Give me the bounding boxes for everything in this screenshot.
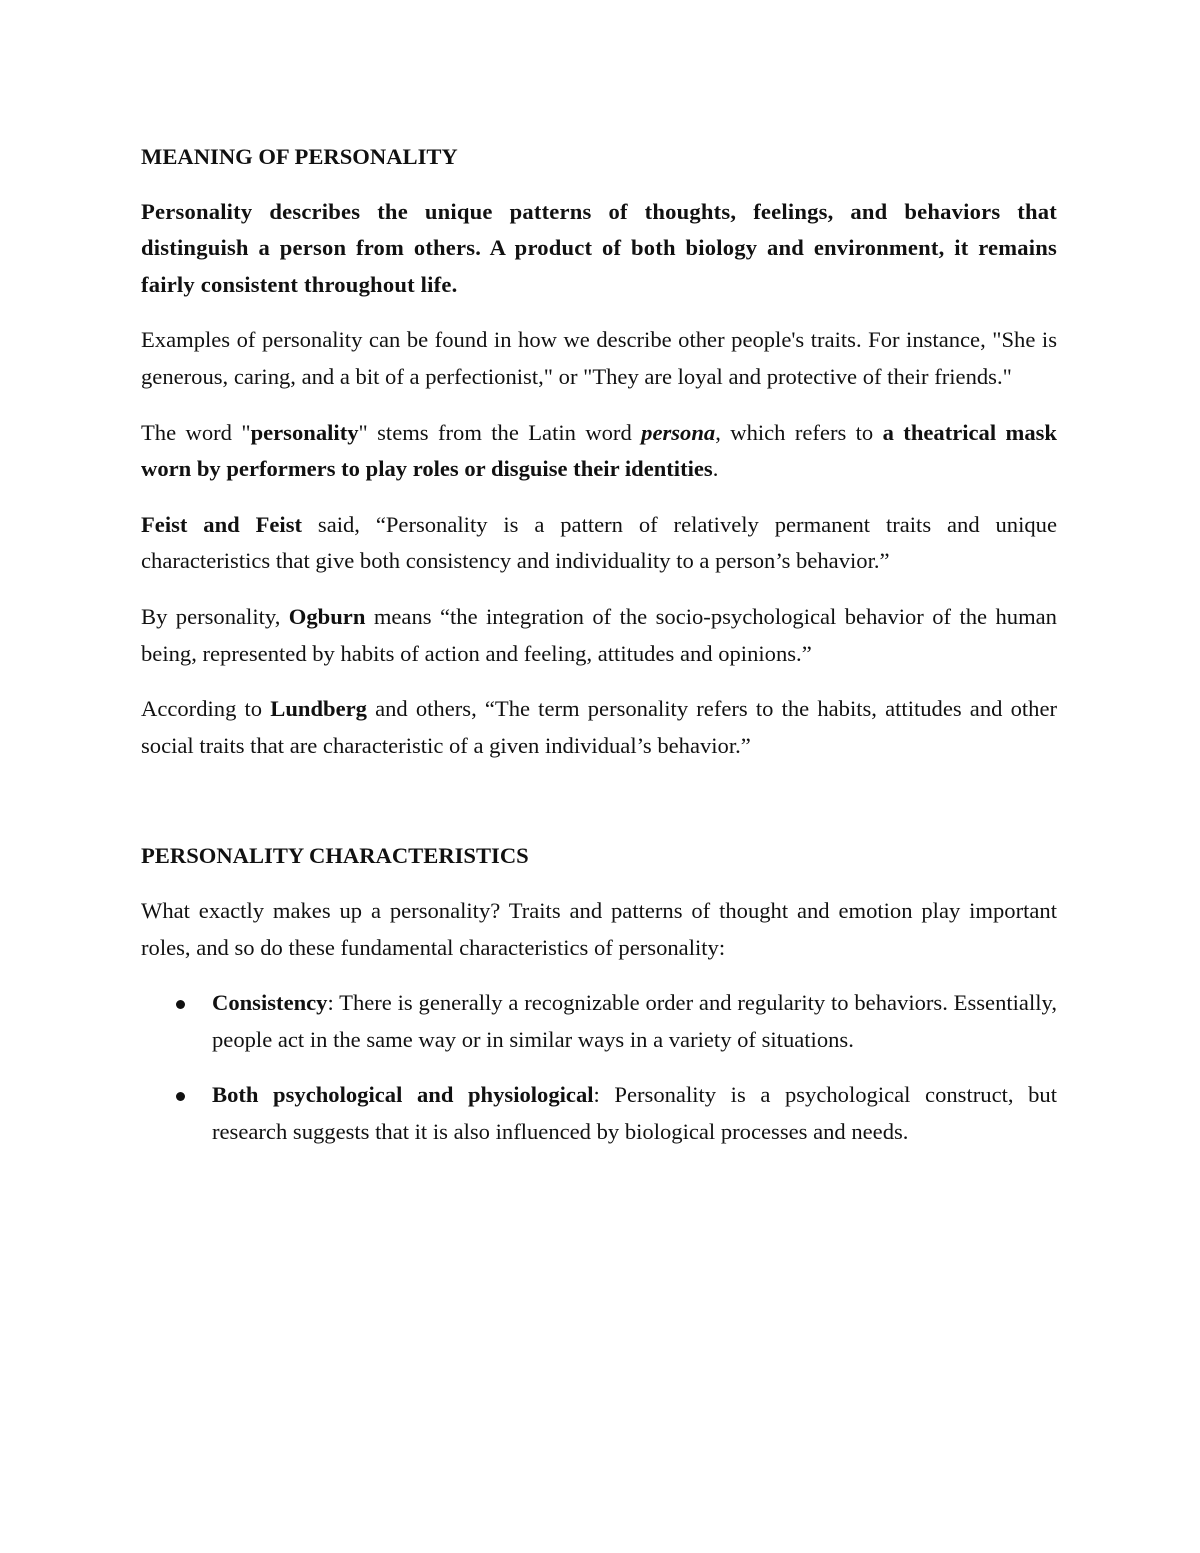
bullet-icon: [176, 1092, 185, 1101]
lundberg-quote-paragraph: [141, 691, 1057, 764]
etymology-term-personality: personality: [250, 419, 359, 445]
etymology-text: " stems from the Latin word: [358, 419, 642, 445]
definition-paragraph: Personality describes the unique patterns of thoughts, feelings, and behaviors that distinguish a person from others. A product of both biology and environment, it remains fairly consistent throughout life.: [141, 198, 1057, 297]
etymology-paragraph: [141, 415, 1057, 488]
list-item-psychological-physiological: [141, 1077, 1057, 1150]
document-page: [141, 128, 1057, 1169]
characteristics-intro-paragraph: What exactly makes up a personality? Traits and patterns of thought and emotion play important roles, and so do these fundamental characteristics of personality:: [141, 897, 1057, 960]
author-lundberg: Lundberg: [270, 696, 367, 722]
trait-term: Consistency: [212, 990, 328, 1016]
etymology-text: The word ": [141, 419, 251, 445]
author-ogburn: Ogburn: [288, 603, 366, 629]
bullet-icon: [176, 1000, 185, 1009]
lundberg-quote: and others, “The term personality refers to the habits, attitudes and other social traits that are characteristic of a given individual’s behavior.”: [141, 696, 1058, 758]
etymology-text: , which refers to: [715, 419, 883, 445]
characteristics-list: [141, 985, 1057, 1150]
trait-term: Both psychological and physiological: [212, 1082, 594, 1108]
feist-quote: said, “Personality is a pattern of relatively permanent traits and unique characteristics that give both consistency and individuality to a person’s behavior.”: [141, 511, 1057, 574]
lundberg-intro: According to: [141, 696, 271, 722]
author-feist: Feist and Feist: [141, 511, 303, 537]
list-item-consistency: [141, 985, 1057, 1058]
etymology-mask-definition: a theatrical mask worn by performers to play roles or disguise their identities: [141, 419, 1057, 482]
heading-personality-characteristics: PERSONALITY CHARACTERISTICS: [141, 843, 529, 869]
examples-paragraph: Examples of personality can be found in how we describe other people's traits. For instance, "She is generous, caring, and a bit of a perfectionist," or "They are loyal and protective of their friends.": [141, 327, 1057, 389]
ogburn-intro: By personality,: [141, 603, 289, 629]
ogburn-quote: means “the integration of the socio-psychological behavior of the human being, represented by habits of action and feeling, attitudes and opinions.”: [141, 603, 1057, 666]
trait-description: : There is generally a recognizable order and regularity to behaviors. Essentially, people act in the same way or in similar ways in a variety of situations.: [212, 990, 1057, 1052]
etymology-text: .: [712, 456, 719, 482]
heading-meaning-of-personality: MEANING OF PERSONALITY: [141, 144, 458, 169]
trait-description: : Personality is a psychological construct, but research suggests that it is also influenced by biological processes and needs.: [212, 1082, 1057, 1144]
ogburn-quote-paragraph: [141, 599, 1057, 672]
feist-quote-paragraph: [141, 507, 1057, 580]
etymology-term-persona: persona: [641, 419, 716, 445]
